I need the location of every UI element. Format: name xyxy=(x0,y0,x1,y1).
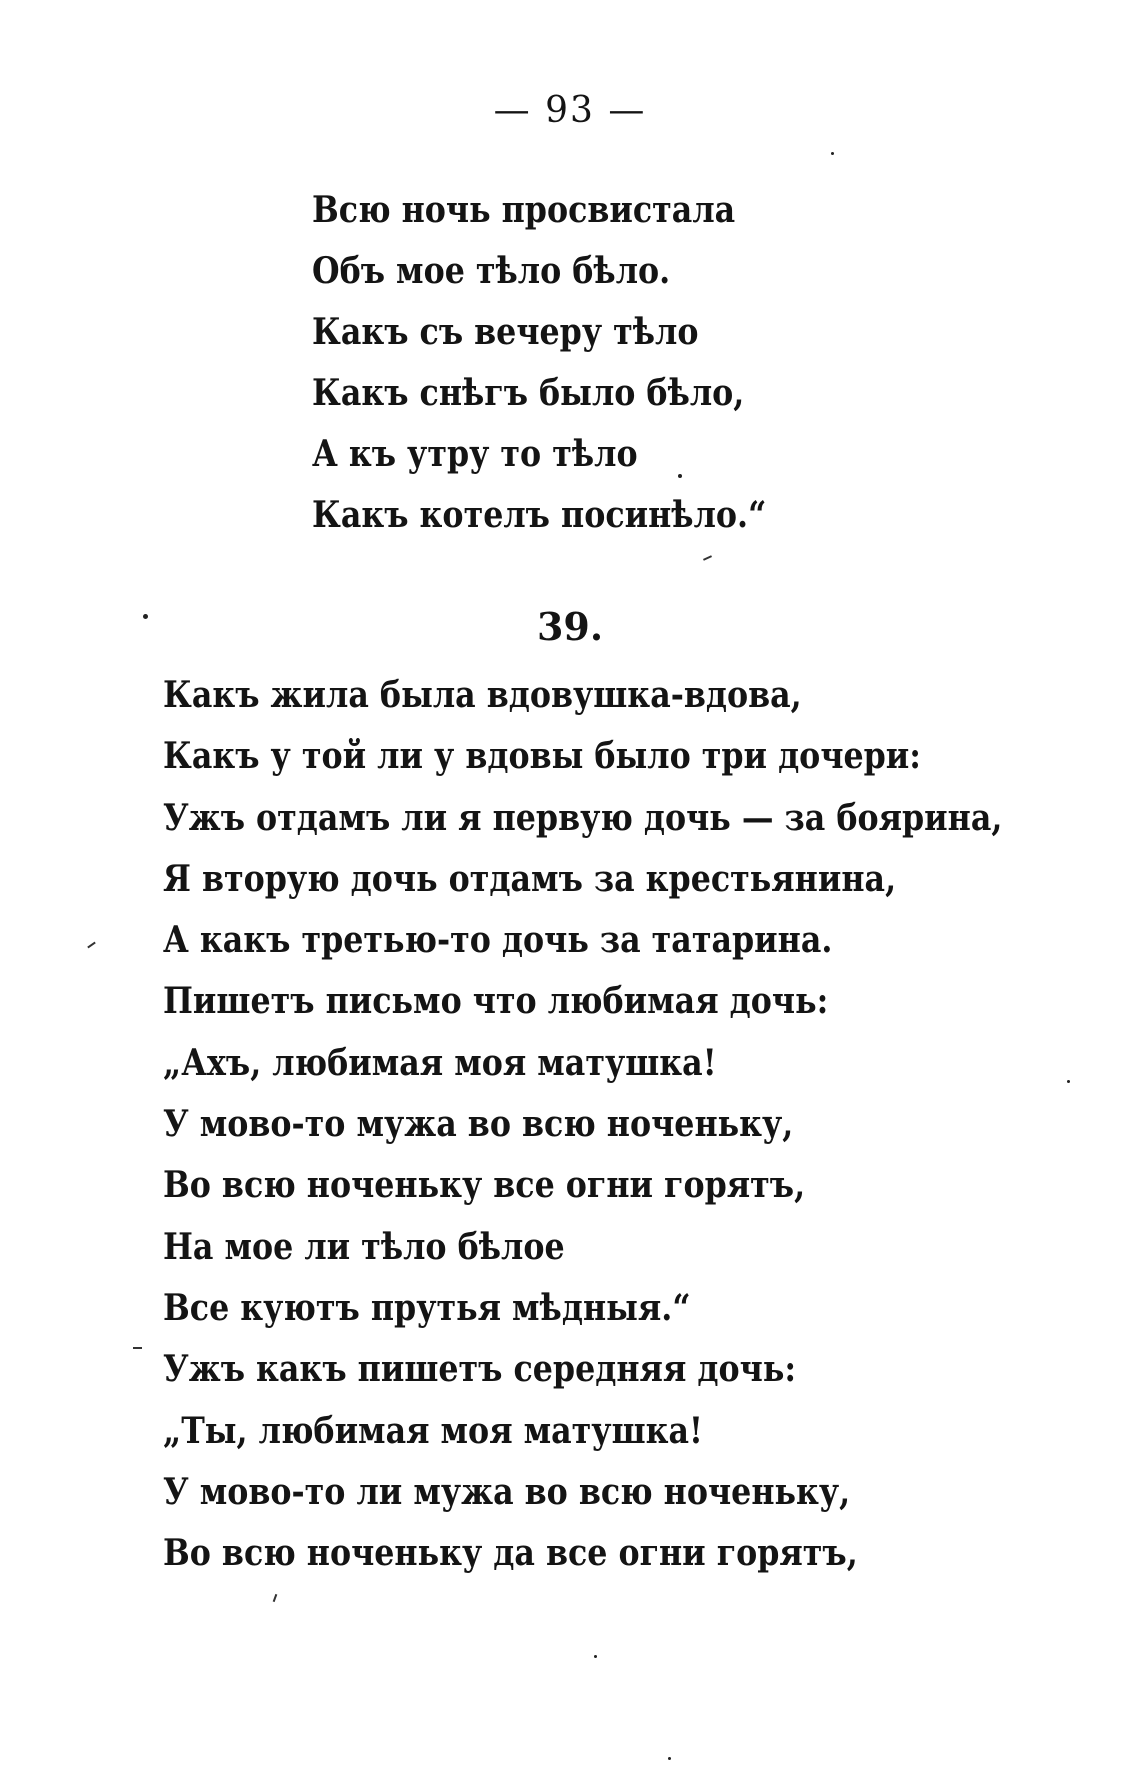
verse-line: Всю ночь просвистала xyxy=(312,189,736,231)
verse-line: Все куютъ прутья мѣдныя.“ xyxy=(163,1286,691,1329)
verse-line: Какъ котелъ посинѣло.“ xyxy=(312,494,767,536)
verse-line: Какъ жила была вдовушка-вдова, xyxy=(163,674,802,716)
verse-line: Я вторую дочь отдамъ за крестьянина, xyxy=(163,857,897,900)
scan-speck xyxy=(1067,1080,1070,1083)
verse-line: Ужъ отдамъ ли я первую дочь — за боярина, xyxy=(163,796,1003,839)
scan-mark xyxy=(87,942,96,949)
verse-line: „Ты, любимая моя матушка! xyxy=(163,1409,703,1452)
song-text xyxy=(163,665,1117,1584)
scan-mark xyxy=(133,1347,142,1349)
verse-line: Во всю ноченьку да все огни горятъ, xyxy=(163,1532,858,1575)
verse-line: У мово-то ли мужа во всю ноченьку, xyxy=(163,1470,851,1513)
verse-line: „Ахъ, любимая моя матушка! xyxy=(163,1041,717,1084)
verse-line: Ужъ какъ пишетъ середняя дочь: xyxy=(163,1348,797,1391)
song-number: 39. xyxy=(536,604,604,649)
page-number: — 93 — xyxy=(493,90,647,131)
verse-line: А какъ третью-то дочь за татарина. xyxy=(163,919,833,962)
scan-mark xyxy=(703,555,712,561)
verse-line: Во всю ноченьку все огни горятъ, xyxy=(163,1164,806,1207)
verse-line: Какъ снѣгъ было бѣло, xyxy=(312,372,745,414)
scan-speck xyxy=(831,152,834,155)
scan-mark xyxy=(273,1594,278,1602)
verse-line: На мое ли тѣло бѣлое xyxy=(163,1225,565,1268)
scan-speck xyxy=(678,474,682,478)
verse-line: Какъ съ вечеру тѣло xyxy=(312,311,699,353)
poem-continuation xyxy=(312,180,828,546)
verse-line: Какъ у той ли у вдовы было три дочери: xyxy=(163,735,922,778)
verse-line: Объ мое тѣло бѣло. xyxy=(312,250,671,292)
verse-line: У мово-то мужа во всю ноченьку, xyxy=(163,1103,794,1146)
scan-speck xyxy=(594,1655,597,1658)
verse-line: Пишетъ письмо что любимая дочь: xyxy=(163,980,829,1023)
scan-speck xyxy=(143,614,148,619)
verse-line: А къ утру то тѣло xyxy=(312,433,638,475)
scan-speck xyxy=(668,1757,671,1760)
